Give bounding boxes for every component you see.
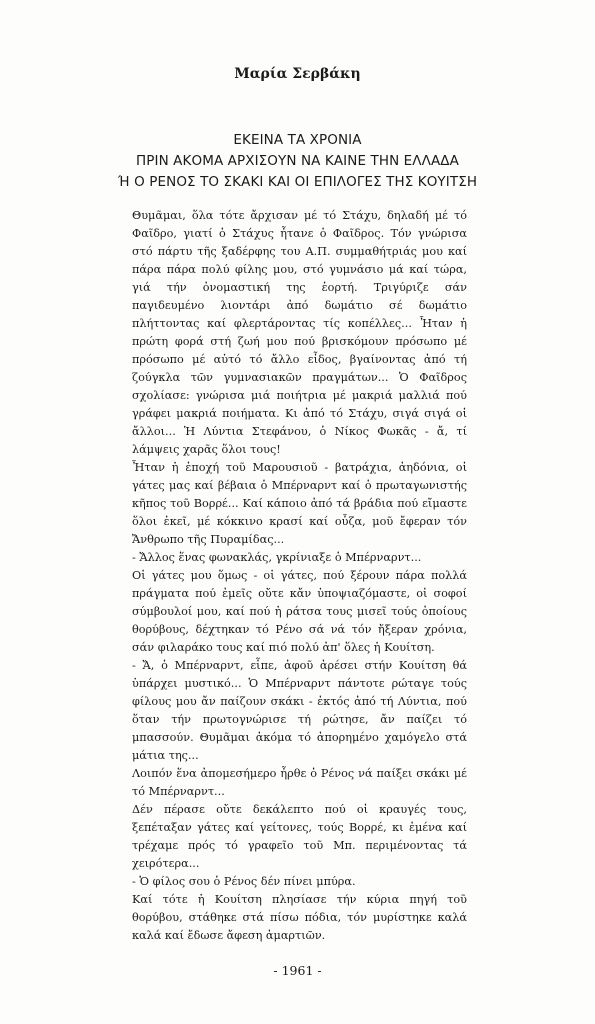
paragraph: Θυμᾶμαι, ὅλα τότε ἄρχισαν μέ τό Στάχυ, δηλαδή μέ τό Φαῖδρο, γιατί ὁ Στάχυς ἦτανε ὁ Φαῖδρος. Τόν γνώρισα στό πάρτυ τῆς ξαδέρφης του Α.Π. συμμαθήτριάς μου καί πάρα πάρα πολύ φίλης μου, στό γυμνάσιο μά καί τώρα, γιά τήν ὀνομαστική της ἑορτή. Τριγύριζε σάν παγιδευμένο λιοντάρι ἀπό δωμάτιο σέ δωμάτιο πλήττοντας καί φλερτάροντας τίς κοπέλλες... Ἦταν ἡ πρώτη φορά στή ζωή μου πού βρισκόμουν πρόσωπο μέ πρόσωπο μέ αὐτό τό ἄλλο εἶδος, βγαίνοντας ἀπό τή ζούγκλα τῶν γυμνασιακῶν πραγμάτων... Ὁ Φαῖδρος σχολίασε: γνώρισα μιά ποιήτρια μέ μακριά μαλλιά πού γράφει μακριά ποιήματα. Κι ἀπό τό Στάχυ, σιγά σιγά οἱ ἄλλοι... Ἡ Λύντια Στεφάνου, ὁ Νίκος Φωκᾶς - ἄ, τί λάμψεις χαρᾶς ὅλοι τους! bbox=[132, 209, 467, 456]
story-title bbox=[0, 130, 595, 193]
paragraph: Οἱ γάτες μου ὅμως - οἱ γάτες, πού ξέρουν πάρα πολλά πράγματα πού ἐμεῖς οὔτε κἄν ὑποψιαζόμαστε, οἱ σοφοί σύμβουλοί μου, καί πού ἡ ράτσα τους μισεῖ τούς ὁποίους θορύβους, δέχτηκαν τό Ρένο σά νά τόν ἤξεραν χρόνια, σάν φιλαράκο τους καί πιό πολύ ἀπ' ὅλες ἡ Κουίτση. bbox=[132, 569, 467, 654]
paragraph: Λοιπόν ἕνα ἀπομεσήμερο ἦρθε ὁ Ρένος νά παίξει σκάκι μέ τό Μπέρναρντ... bbox=[132, 767, 467, 798]
page-number: - 1961 - bbox=[273, 963, 322, 978]
paragraph: Καί τότε ἡ Κουίτση πλησίασε τήν κύρια πηγή τοῦ θορύβου, στάθηκε στά πίσω πόδια, τόν μυρίστηκε καλά καλά καί ἔδωσε ἄφεση ἁμαρτιῶν. bbox=[132, 893, 467, 942]
paragraph: - Ἄλλος ἕνας φωνακλάς, γκρίνιαξε ὁ Μπέρναρντ... bbox=[132, 551, 422, 564]
title-line-1: ΕΚΕΙΝΑ ΤΑ ΧΡΟΝΙΑ bbox=[233, 132, 362, 148]
paragraph: Ἦταν ἡ ἐποχή τοῦ Μαρουσιοῦ - βατράχια, ἀηδόνια, οἱ γάτες μας καί βέβαια ὁ Μπέρναρντ καί ὁ πρωταγωνιστής κῆπος τοῦ Βορρέ... Καί κάποιο ἀπό τά βράδια πού εἴμαστε ὅλοι ἐκεῖ, μέ κόκκινο κρασί καί οὖζα, μοῦ ἔφεραν τόν Ἄνθρωπο τῆς Πυραμίδας... bbox=[132, 461, 467, 546]
title-line-3: Ή Ο ΡΕΝΟΣ ΤΟ ΣΚΑΚΙ ΚΑΙ ΟΙ ΕΠΙΛΟΓΕΣ ΤΗΣ ΚΟΥΙΤΣΗ bbox=[117, 174, 478, 190]
paragraph: - Ἄ, ὁ Μπέρναρντ, εἶπε, ἀφοῦ ἀρέσει στήν Κουίτση θά ὑπάρχει μυστικό... Ὁ Μπέρναρντ πάντοτε ρώταγε τούς φίλους μου ἄν παίζουν σκάκι - ἐκτός ἀπό τή Λύντια, πού ὅταν τήν πρωτογνώρισε τή ρώτησε, ἄν παίζει τό μπασσούν. Θυμᾶμαι ἀκόμα τό ἀπορημένο χαμόγελο στά μάτια της... bbox=[132, 659, 467, 762]
story-body bbox=[132, 207, 467, 945]
title-line-2: ΠΡΙΝ ΑΚΟΜΑ ΑΡΧΙΣΟΥΝ ΝΑ ΚΑΙΝΕ ΤΗΝ ΕΛΛΑΔΑ bbox=[136, 153, 459, 169]
paragraph: - Ὁ φίλος σου ὁ Ρένος δέν πίνει μπύρα. bbox=[132, 875, 356, 888]
paragraph: Δέν πέρασε οὔτε δεκάλεπτο πού οἱ κραυγές τους, ξεπέταξαν γάτες καί γείτονες, τούς Βορρέ, κι ἐμένα καί τρέχαμε πρός τό γραφεῖο τοῦ Μπ. περιμένοντας τά χειρότερα... bbox=[132, 803, 467, 870]
author-name: Μαρία Σερβάκη bbox=[234, 66, 361, 82]
